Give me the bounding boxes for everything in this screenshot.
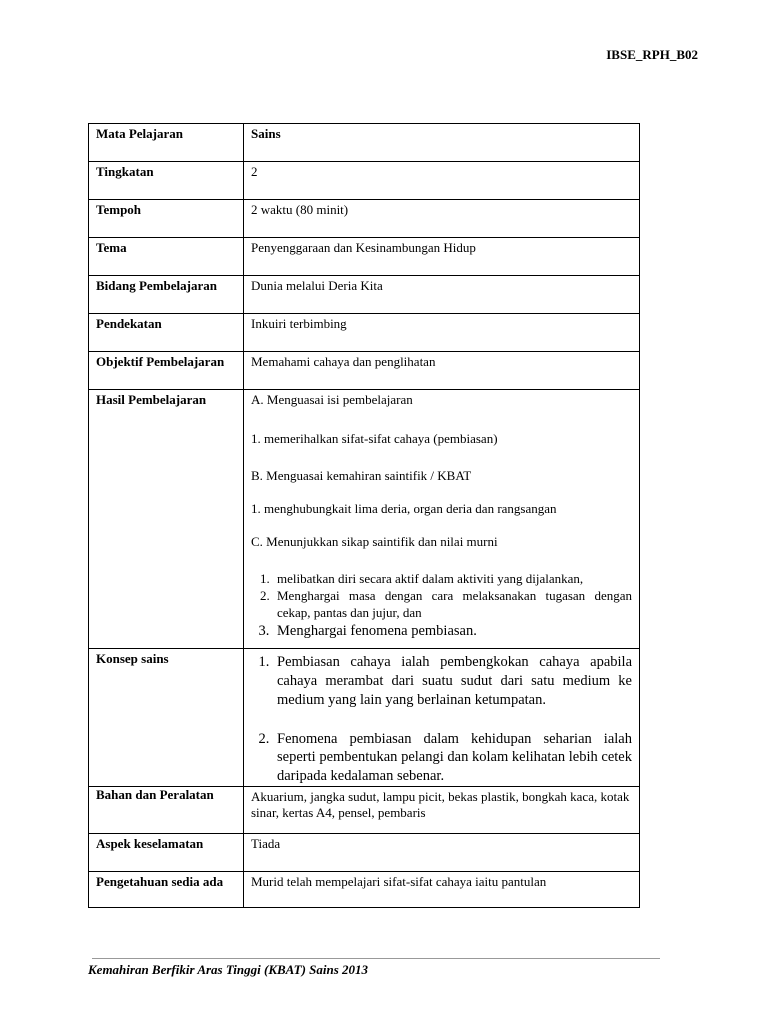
row-value: Tiada [244, 834, 640, 872]
row-value: Sains [244, 124, 640, 162]
list-item: 3. Menghargai fenomena pembiasan. [273, 622, 632, 641]
hasil-b-heading: B. Menguasai kemahiran saintifik / KBAT [251, 467, 472, 483]
table-row [89, 872, 640, 908]
row-value: Inkuiri terbimbing [244, 314, 640, 352]
row-label: Tingkatan [89, 162, 244, 200]
row-label: Bahan dan Peralatan [89, 787, 244, 834]
row-label: Konsep sains [89, 649, 244, 787]
row-label: Tema [89, 238, 244, 276]
row-value: Akuarium, jangka sudut, lampu picit, bekas plastik, bongkah kaca, kotak sinar, kertas A4, pensel, pembaris [244, 787, 640, 834]
hasil-c-heading: C. Menunjukkan sikap saintifik dan nilai murni [251, 533, 498, 549]
list-item: 1. melibatkan diri secara aktif dalam aktiviti yang dijalankan, [273, 571, 632, 588]
hasil-a-heading: A. Menguasai isi pembelajaran [251, 392, 413, 407]
row-label: Objektif Pembelajaran [89, 352, 244, 390]
hasil-content [244, 390, 640, 649]
row-label: Aspek keselamatan [89, 834, 244, 872]
table-row [89, 787, 640, 834]
row-label: Mata Pelajaran [89, 124, 244, 162]
footer-text: Kemahiran Berfikir Aras Tinggi (KBAT) Sains 2013 [88, 962, 369, 977]
row-label: Pengetahuan sedia ada [89, 872, 244, 908]
list-item: 2. Fenomena pembiasan dalam kehidupan seharian ialah seperti pembentukan pelangi dan kolam kelihatan lebih cetek daripada kedalaman sebenar. [273, 730, 632, 787]
row-label: Tempoh [89, 200, 244, 238]
row-value: 2 waktu (80 minit) [244, 200, 640, 238]
row-value: Dunia melalui Deria Kita [244, 276, 640, 314]
row-label: Pendekatan [89, 314, 244, 352]
table-row [89, 238, 640, 276]
table-row [89, 200, 640, 238]
table-row [89, 162, 640, 200]
hasil-a-item: 1. memerihalkan sifat-sifat cahaya (pembiasan) [251, 430, 498, 446]
table-row-konsep [89, 649, 640, 787]
list-item: 2. Menghargai masa dengan cara melaksanakan tugasan dengan cekap, pantas dan jujur, dan [273, 588, 632, 622]
row-value: Memahami cahaya dan penglihatan [244, 352, 640, 390]
konsep-content [244, 649, 640, 787]
row-label: Hasil Pembelajaran [89, 390, 244, 649]
row-value: Murid telah mempelajari sifat-sifat cahaya iaitu pantulan [244, 872, 640, 908]
footer-divider [92, 958, 660, 959]
table-row [89, 124, 640, 162]
table-row-hasil [89, 390, 640, 649]
hasil-b-item: 1. menghubungkait lima deria, organ deria dan rangsangan [251, 500, 557, 516]
row-label: Bidang Pembelajaran [89, 276, 244, 314]
table-row [89, 352, 640, 390]
row-value: Penyenggaraan dan Kesinambungan Hidup [244, 238, 640, 276]
hasil-c-list [251, 571, 632, 641]
table-row [89, 314, 640, 352]
row-value: 2 [244, 162, 640, 200]
lesson-plan-table [88, 123, 640, 908]
konsep-list [251, 649, 632, 786]
table-row [89, 276, 640, 314]
document-code: IBSE_RPH_B02 [606, 47, 698, 62]
list-item: 1. Pembiasan cahaya ialah pembengkokan cahaya apabila cahaya merambat dari suatu sudut dari satu medium ke medium yang lain yang berlainan ketumpatan. [273, 653, 632, 710]
table-row [89, 834, 640, 872]
